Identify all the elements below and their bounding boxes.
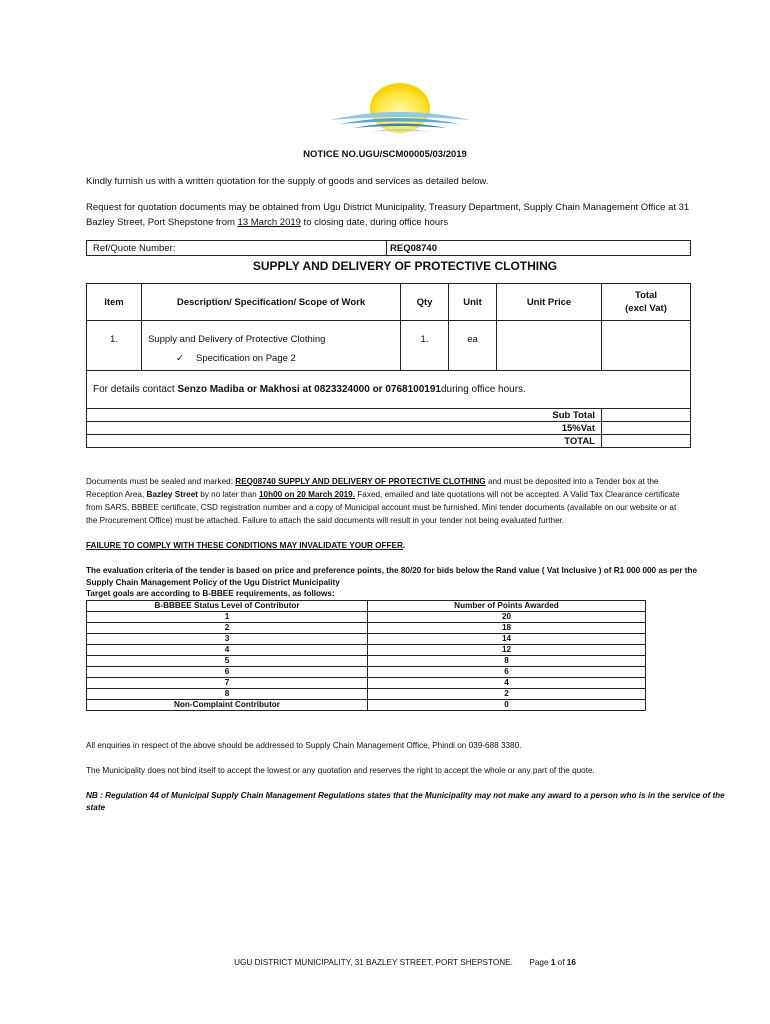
bbbee-points-cell: 18: [368, 623, 646, 634]
nb-line-1: NB : Regulation 44 of Municipal Supply Chain Management Regulations states that the Municipality may not make any award to a person who is in the service of the: [86, 791, 725, 800]
enquiries-text: All enquiries in respect of the above should be addressed to Supply Chain Management Office, Phindi on 039-688 3380.: [86, 741, 522, 750]
row-unit: ea: [449, 321, 497, 371]
documents-line-2: [86, 488, 726, 501]
row-item-number: 1.: [87, 321, 142, 371]
evaluation-line-1: The evaluation criteria of the tender is based on price and preference points, the 80/20 for bids below the Rand value ( Vat Inclusive ) of R1 000 000 as per the: [86, 566, 698, 575]
nb-note: [86, 790, 736, 814]
bbbee-points-cell: 6: [368, 667, 646, 678]
col-unit: Unit: [449, 284, 497, 321]
bbbee-level-cell: 1: [87, 612, 368, 623]
footer-page-total: 16: [566, 958, 576, 967]
bbbee-level-cell: 5: [87, 656, 368, 667]
vat-value: [602, 422, 691, 435]
col-qty: Qty: [401, 284, 449, 321]
col-item: Item: [87, 284, 142, 321]
checkmark-icon: ✓: [176, 353, 184, 364]
intro-text: Kindly furnish us with a written quotation for the supply of goods and services as detailed below.: [86, 176, 489, 187]
spec-line: [148, 353, 400, 364]
bbbee-points-cell: 0: [368, 700, 646, 711]
footer-page-pre: Page: [529, 958, 551, 967]
bbbee-points-cell: 4: [368, 678, 646, 689]
bbbee-row: [87, 678, 646, 689]
request-date: 13 March 2019: [237, 217, 301, 228]
bbbee-row: [87, 645, 646, 656]
evaluation-line-3: Target goals are according to B-BBEE requirements, as follows:: [86, 589, 335, 598]
bbbee-points-cell: 8: [368, 656, 646, 667]
footer-page: [529, 958, 575, 967]
failure-warning: FAILURE TO COMPLY WITH THESE CONDITIONS MAY INVALIDATE YOUR OFFER.: [86, 541, 406, 550]
bbbee-level-cell: 3: [87, 634, 368, 645]
row-unit-price: [497, 321, 602, 371]
request-text-2: [86, 216, 448, 229]
documents-street: Bazley Street: [146, 490, 198, 499]
bbbee-level-cell: 4: [87, 645, 368, 656]
bbbee-points-cell: 14: [368, 634, 646, 645]
municipality-disclaimer: The Municipality does not bind itself to accept the lowest or any quotation and reserves the right to accept the whole or any part of the quote.: [86, 766, 595, 775]
bbbee-row: [87, 623, 646, 634]
total-value: [602, 435, 691, 448]
row-description-text: Supply and Delivery of Protective Clothing: [148, 334, 326, 345]
bbbee-table: [86, 600, 646, 711]
documents-marking: REQ08740 SUPPLY AND DELIVERY OF PROTECTIVE CLOTHING: [235, 477, 486, 486]
bbbee-row: [87, 689, 646, 700]
documents-line-1: [86, 475, 726, 488]
documents-line-4: the Procurement Office) must be attached. Failure to attach the said documents will result in your tender not being evaluated further.: [86, 516, 565, 525]
request-location: Bazley Street, Port Shepstone from: [86, 217, 238, 228]
bbbee-row: [87, 656, 646, 667]
bbbee-row: [87, 612, 646, 623]
footer-page-number: 1: [550, 958, 556, 967]
evaluation-criteria: [86, 565, 731, 600]
documents-closing-time: 10h00 on 20 March 2019.: [258, 490, 356, 499]
col-unit-price: Unit Price: [497, 284, 602, 321]
total-label: TOTAL: [87, 435, 602, 448]
col-total: [602, 284, 691, 321]
footer-page-mid: of: [555, 958, 567, 967]
documents-l2-pre: Reception Area,: [86, 490, 147, 499]
contact-cell: [87, 371, 691, 409]
evaluation-line-2: Supply Chain Management Policy of the Ugu District Municipality: [86, 577, 340, 587]
bbbee-row: [87, 634, 646, 645]
documents-l2-post: Faxed, emailed and late quotations will not be accepted. A Valid Tax Clearance certificate: [355, 490, 680, 499]
row-total: [602, 321, 691, 371]
vat-label: 15%Vat: [87, 422, 602, 435]
ref-quote-table: [86, 240, 691, 256]
documents-paragraph: [86, 475, 726, 527]
supply-heading: SUPPLY AND DELIVERY OF PROTECTIVE CLOTHING: [252, 259, 558, 273]
ref-quote-value: REQ08740: [387, 241, 691, 256]
contact-post: during office hours.: [440, 384, 526, 395]
col-total-sublabel: (excl Vat): [625, 303, 667, 314]
page-footer: [0, 957, 770, 969]
bbbee-level-cell: Non-Complaint Contributor: [87, 700, 368, 711]
contact-pre: For details contact: [93, 384, 178, 395]
documents-l2-mid: by no later than: [197, 490, 259, 499]
nb-line-2: state: [86, 803, 106, 812]
documents-l1-post: and must be deposited into a Tender box at the: [485, 477, 659, 486]
request-text: Request for quotation documents may be obtained from Ugu District Municipality, Treasury Department, Supply Chain Management Office at 31: [86, 202, 690, 213]
contact-details: Senzo Madiba or Makhosi at 0823324000 or 0768100191: [177, 384, 441, 395]
bbbee-points-cell: 2: [368, 689, 646, 700]
subtotal-label: Sub Total: [87, 409, 602, 422]
bbbee-points-cell: 20: [368, 612, 646, 623]
spec-text: Specification on Page 2: [196, 353, 296, 364]
bbbee-header-points: Number of Points Awarded: [368, 601, 646, 612]
bbbee-level-cell: 6: [87, 667, 368, 678]
subtotal-value: [602, 409, 691, 422]
bbbee-level-cell: 8: [87, 689, 368, 700]
ref-quote-label: Ref/Quote Number:: [87, 241, 387, 256]
footer-address: UGU DISTRICT MUNICIPALITY, 31 BAZLEY STREET, PORT SHEPSTONE.: [234, 958, 513, 967]
request-hours: to closing date, during office hours: [300, 217, 449, 228]
bbbee-level-cell: 7: [87, 678, 368, 689]
documents-line-3: from SARS, BBBEE certificate, CSD registration number and a copy of Municipal account must be furnished. Mini tender documents (available on our website or at: [86, 503, 677, 512]
col-total-label: Total: [635, 290, 657, 301]
bbbee-row: [87, 700, 646, 711]
municipality-logo: [325, 78, 475, 134]
items-table: [86, 283, 691, 448]
bbbee-row: [87, 667, 646, 678]
bbbee-points-cell: 12: [368, 645, 646, 656]
col-description: Description/ Specification/ Scope of Work: [142, 284, 401, 321]
failure-text: FAILURE TO COMPLY WITH THESE CONDITIONS MAY INVALIDATE YOUR OFFER: [86, 541, 403, 550]
row-qty: 1.: [401, 321, 449, 371]
row-description: [142, 321, 401, 371]
notice-title: NOTICE NO.UGU/SCM00005/03/2019: [303, 149, 467, 160]
bbbee-header-level: B-BBBEE Status Level of Contributor: [87, 601, 368, 612]
bbbee-level-cell: 2: [87, 623, 368, 634]
documents-l1-pre: Documents must be sealed and marked:: [86, 477, 236, 486]
